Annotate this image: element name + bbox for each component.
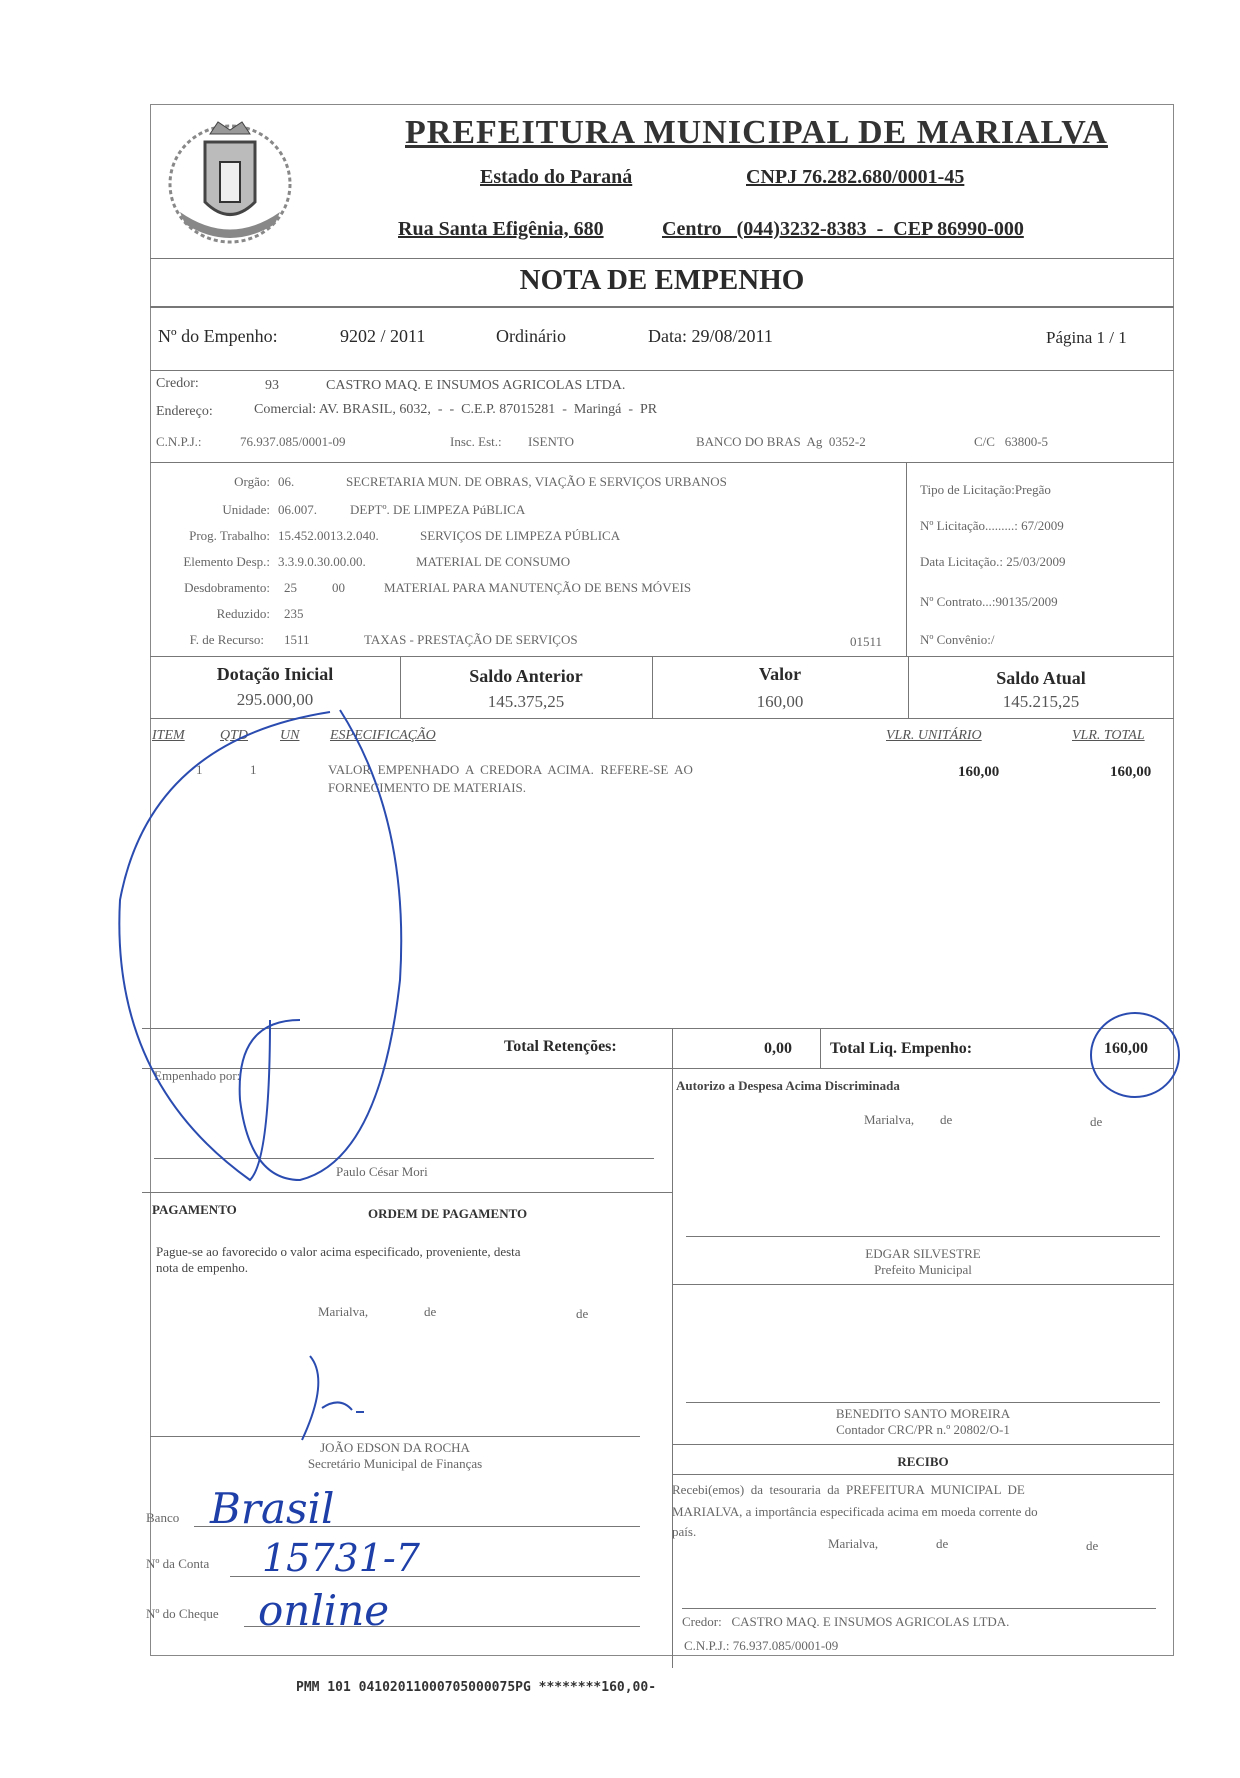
credor-endereco: Comercial: AV. BRASIL, 6032, - - C.E.P. 87015281 - Maringá - PR bbox=[254, 402, 658, 417]
conta-label: Nº da Conta bbox=[146, 1556, 210, 1571]
desd-sub: 00 bbox=[332, 580, 345, 595]
dotacao-inicial-label: Dotação Inicial bbox=[216, 664, 334, 684]
row-vlr-unit: 160,00 bbox=[958, 764, 1000, 780]
col-vlr-total: VLR. TOTAL bbox=[1072, 728, 1145, 743]
insc-label: Insc. Est.: bbox=[450, 434, 502, 449]
col-espec: ESPECIFICAÇÃO bbox=[330, 728, 436, 743]
desd-label: Desdobramento: bbox=[184, 580, 270, 595]
ordem-de-1: de bbox=[424, 1304, 437, 1319]
empenho-numero-label: Nº do Empenho: bbox=[158, 326, 278, 346]
empenho-data: Data: 29/08/2011 bbox=[648, 326, 773, 346]
liq-valor: 160,00 bbox=[1104, 1040, 1148, 1057]
empenho-tipo: Ordinário bbox=[496, 326, 566, 346]
handwritten-cheque: online bbox=[258, 1586, 390, 1635]
saldo-atual-valor: 145.215,25 bbox=[1002, 692, 1080, 711]
footer-code: PMM 101 04102011000705000075PG ********160,00- bbox=[296, 1680, 657, 1695]
orgao-nome: SECRETARIA MUN. DE OBRAS, VIAÇÃO E SERVIÇOS URBANOS bbox=[346, 474, 727, 489]
banco-label: Banco bbox=[146, 1510, 180, 1525]
handwritten-conta: 15731-7 bbox=[262, 1536, 420, 1580]
secretario-nome: JOÃO EDSON DA ROCHA bbox=[320, 1440, 470, 1455]
empenho-numero: 9202 / 2011 bbox=[340, 326, 426, 346]
saldo-atual-label: Saldo Atual bbox=[996, 668, 1086, 688]
elem-cod: 3.3.9.0.30.00.00. bbox=[278, 554, 366, 569]
credor-cc: C/C 63800-5 bbox=[974, 434, 1049, 449]
unidade-label: Unidade: bbox=[222, 502, 270, 517]
credor-cnpj: 76.937.085/0001-09 bbox=[240, 434, 346, 449]
col-vlr-unit: VLR. UNITÁRIO bbox=[886, 728, 982, 743]
row-vlr-total: 160,00 bbox=[1110, 764, 1152, 780]
fonte-nome: TAXAS - PRESTAÇÃO DE SERVIÇOS bbox=[364, 632, 578, 647]
orgao-cod: 06. bbox=[278, 474, 295, 489]
contador-nome: BENEDITO SANTO MOREIRA bbox=[835, 1406, 1011, 1421]
fonte-label: F. de Recurso: bbox=[189, 632, 264, 647]
saldo-anterior-valor: 145.375,25 bbox=[487, 692, 565, 711]
col-item: ITEM bbox=[152, 728, 185, 743]
cnpj-label: C.N.P.J.: bbox=[156, 434, 202, 449]
credor-banco: BANCO DO BRAS Ag 0352-2 bbox=[696, 434, 866, 449]
elem-nome: MATERIAL DE CONSUMO bbox=[416, 554, 571, 569]
fonte-cod: 1511 bbox=[284, 632, 310, 647]
desd-nome: MATERIAL PARA MANUTENÇÃO DE BENS MÓVEIS bbox=[384, 580, 692, 595]
reduz-valor: 235 bbox=[284, 606, 304, 621]
recibo-de-2: de bbox=[1086, 1538, 1099, 1553]
ordem-de-2: de bbox=[576, 1306, 589, 1321]
valor-label: Valor bbox=[758, 664, 802, 684]
contador-cargo: Contador CRC/PR n.º 20802/O-1 bbox=[836, 1422, 1010, 1437]
ordem-texto-2: nota de empenho. bbox=[156, 1260, 249, 1275]
autorizo-local: Marialva, bbox=[864, 1112, 915, 1127]
prog-cod: 15.452.0013.2.040. bbox=[278, 528, 379, 543]
row-qtd: 1 bbox=[250, 762, 257, 777]
pagamento-label: PAGAMENTO bbox=[152, 1202, 237, 1217]
fonte-num: 01511 bbox=[850, 634, 883, 649]
recibo-cnpj: C.N.P.J.: 76.937.085/0001-09 bbox=[684, 1638, 839, 1653]
row-espec-1: VALOR EMPENHADO A CREDORA ACIMA. REFERE-SE AO bbox=[328, 762, 693, 777]
handwritten-banco: Brasil bbox=[210, 1484, 335, 1533]
doc-title: NOTA DE EMPENHO bbox=[519, 264, 805, 296]
row-espec-2: FORNECIMENTO DE MATERIAIS. bbox=[328, 780, 527, 795]
licitacao-contrato: Nº Contrato...:90135/2009 bbox=[920, 594, 1058, 609]
header-rua: Rua Santa Efigênia, 680 bbox=[398, 218, 604, 240]
secretario-cargo: Secretário Municipal de Finanças bbox=[307, 1456, 483, 1471]
orgao-label: Orgão: bbox=[234, 474, 270, 489]
credor-codigo: 93 bbox=[265, 378, 279, 393]
endereco-label: Endereço: bbox=[156, 404, 213, 419]
header-cnpj: CNPJ 76.282.680/0001-45 bbox=[746, 166, 965, 188]
ordem-texto-1: Pague-se ao favorecido o valor acima especificado, proveniente, desta bbox=[156, 1244, 521, 1259]
ordem-local: Marialva, bbox=[318, 1304, 369, 1319]
recibo-local: Marialva, bbox=[828, 1536, 879, 1551]
cheque-label: Nº do Cheque bbox=[146, 1606, 219, 1621]
col-un: UN bbox=[280, 728, 300, 743]
licitacao-tipo: Tipo de Licitação:Pregão bbox=[920, 482, 1051, 497]
unidade-cod: 06.007. bbox=[278, 502, 317, 517]
prog-nome: SERVIÇOS DE LIMPEZA PÚBLICA bbox=[420, 528, 621, 543]
saldo-anterior-label: Saldo Anterior bbox=[469, 666, 583, 686]
recibo-de-1: de bbox=[936, 1536, 949, 1551]
licitacao-numero: Nº Licitação.........: 67/2009 bbox=[920, 518, 1064, 533]
empenhado-nome: Paulo César Mori bbox=[336, 1164, 428, 1179]
autorizo-de-2: de bbox=[1090, 1114, 1103, 1129]
header-endereco: Centro (044)3232-8383 - CEP 86990-000 bbox=[662, 218, 1024, 240]
recibo-texto-3: país. bbox=[672, 1524, 697, 1539]
header-title: PREFEITURA MUNICIPAL DE MARIALVA bbox=[405, 114, 1108, 151]
ordem-label: ORDEM DE PAGAMENTO bbox=[368, 1206, 528, 1221]
desd-cod: 25 bbox=[284, 580, 297, 595]
prefeito-nome: EDGAR SILVESTRE bbox=[865, 1246, 981, 1261]
unidade-nome: DEPTº. DE LIMPEZA PúBLICA bbox=[350, 502, 526, 517]
dotacao-inicial-valor: 295.000,00 bbox=[236, 690, 314, 709]
recibo-texto-1: Recebi(emos) da tesouraria da PREFEITURA MUNICIPAL DE bbox=[672, 1482, 1025, 1497]
licitacao-convenio: Nº Convênio:/ bbox=[920, 632, 995, 647]
prefeito-cargo: Prefeito Municipal bbox=[874, 1262, 972, 1277]
empenho-pagina: Página 1 / 1 bbox=[1046, 328, 1127, 347]
elem-label: Elemento Desp.: bbox=[183, 554, 270, 569]
credor-label: Credor: bbox=[156, 376, 199, 391]
credor-nome: CASTRO MAQ. E INSUMOS AGRICOLAS LTDA. bbox=[326, 378, 626, 393]
autorizo-texto: Autorizo a Despesa Acima Discriminada bbox=[676, 1078, 900, 1093]
header-estado: Estado do Paraná bbox=[480, 166, 633, 188]
row-item: 1 bbox=[196, 762, 203, 777]
empenhado-label: Empenhado por: bbox=[154, 1068, 241, 1083]
retencoes-valor: 0,00 bbox=[764, 1040, 792, 1057]
licitacao-data: Data Licitação.: 25/03/2009 bbox=[920, 554, 1066, 569]
recibo-texto-2: MARIALVA, a importância especificada acima em moeda corrente do bbox=[672, 1504, 1038, 1519]
valor-valor: 160,00 bbox=[756, 692, 804, 711]
autorizo-de-1: de bbox=[940, 1112, 953, 1127]
liq-label: Total Liq. Empenho: bbox=[830, 1040, 973, 1057]
reduz-label: Reduzido: bbox=[216, 606, 270, 621]
credor-insc: ISENTO bbox=[528, 434, 574, 449]
recibo-title: RECIBO bbox=[897, 1454, 949, 1469]
col-qtd: QTD bbox=[220, 728, 249, 743]
retencoes-label: Total Retenções: bbox=[504, 1038, 617, 1055]
recibo-credor: Credor: CASTRO MAQ. E INSUMOS AGRICOLAS LTDA. bbox=[682, 1614, 1010, 1629]
prog-label: Prog. Trabalho: bbox=[189, 528, 270, 543]
